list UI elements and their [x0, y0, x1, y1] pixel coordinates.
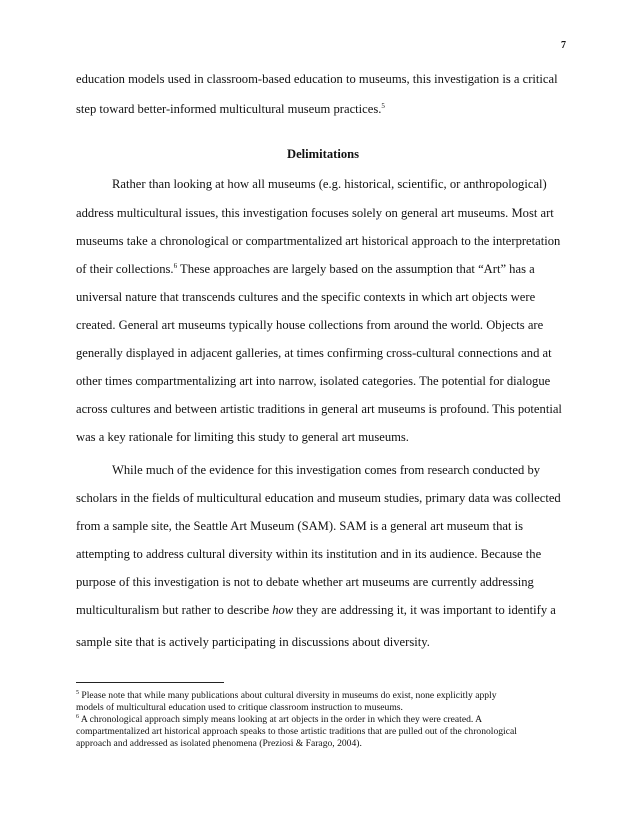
emphasis: how	[272, 603, 294, 617]
body-line: created. General art museums typically house collections from around the world. Objects are	[76, 318, 544, 332]
footnote-divider	[76, 682, 224, 683]
body-line: was a key rationale for limiting this study to general art museums.	[76, 430, 409, 444]
body-line: attempting to address cultural diversity within its institution and in its audience. Because the	[76, 547, 542, 561]
footnote-line: approach and addressed as isolated phenomena (Preziosi & Farago, 2004).	[76, 738, 362, 749]
footnote-text: Please note that while many publications about cultural diversity in museums do exist, none explicitly apply	[79, 690, 497, 701]
body-line: across cultures and between artistic traditions in general art museums is profound. This potential	[76, 402, 562, 416]
footnote-ref: 6	[173, 261, 178, 270]
section-heading: Delimitations	[286, 147, 360, 161]
body-line: While much of the evidence for this investigation comes from research conducted by	[112, 463, 541, 477]
body-line: sample site that is actively participating in discussions about diversity.	[76, 635, 430, 649]
body-line: scholars in the fields of multicultural education and museum studies, primary data was collected	[76, 491, 561, 505]
body-line: generally displayed in adjacent galleries, at times confirming cross-cultural connections and at	[76, 346, 552, 360]
body-line: Rather than looking at how all museums (e.g. historical, scientific, or anthropological)	[112, 177, 547, 191]
line-text: they are addressing it, it was important to identify a	[293, 603, 556, 617]
footnote-5	[76, 690, 497, 701]
body-line	[76, 262, 535, 277]
body-line: other times compartmentalizing art into narrow, isolated categories. The potential for dialogue	[76, 374, 551, 388]
footnote-number: 5	[76, 689, 79, 696]
body-line: from a sample site, the Seattle Art Museum (SAM). SAM is a general art museum that is	[76, 519, 523, 533]
footnote-line: models of multicultural education used to critique classroom instruction to museums.	[76, 702, 403, 713]
page-number: 7	[561, 40, 566, 51]
footnote-number: 6	[76, 713, 79, 720]
body-line: education models used in classroom-based education to museums, this investigation is a critical	[76, 72, 558, 86]
body-line: museums take a chronological or compartmentalized art historical approach to the interpretation	[76, 234, 561, 248]
body-line	[76, 102, 385, 117]
footnote-ref: 5	[381, 101, 385, 110]
line-text: step toward better-informed multicultural museum practices.	[76, 102, 382, 116]
body-line: purpose of this investigation is not to debate whether art museums are currently addressing	[76, 575, 534, 589]
line-text: multiculturalism but rather to describe	[76, 603, 273, 617]
body-line: universal nature that transcends cultures and the specific contexts in which art objects were	[76, 290, 536, 304]
body-line	[76, 603, 556, 618]
line-text: of their collections.	[76, 262, 174, 276]
footnote-line: compartmentalized art historical approach speaks to those artistic traditions that are pulled out of the chronological	[76, 726, 517, 737]
footnote-text: A chronological approach simply means looking at art objects in the order in which they were created. A	[79, 714, 483, 725]
line-text: These approaches are largely based on the assumption that “Art” has a	[177, 262, 535, 276]
footnote-6	[76, 714, 482, 725]
body-line: address multicultural issues, this investigation focuses solely on general art museums. Most art	[76, 206, 554, 220]
